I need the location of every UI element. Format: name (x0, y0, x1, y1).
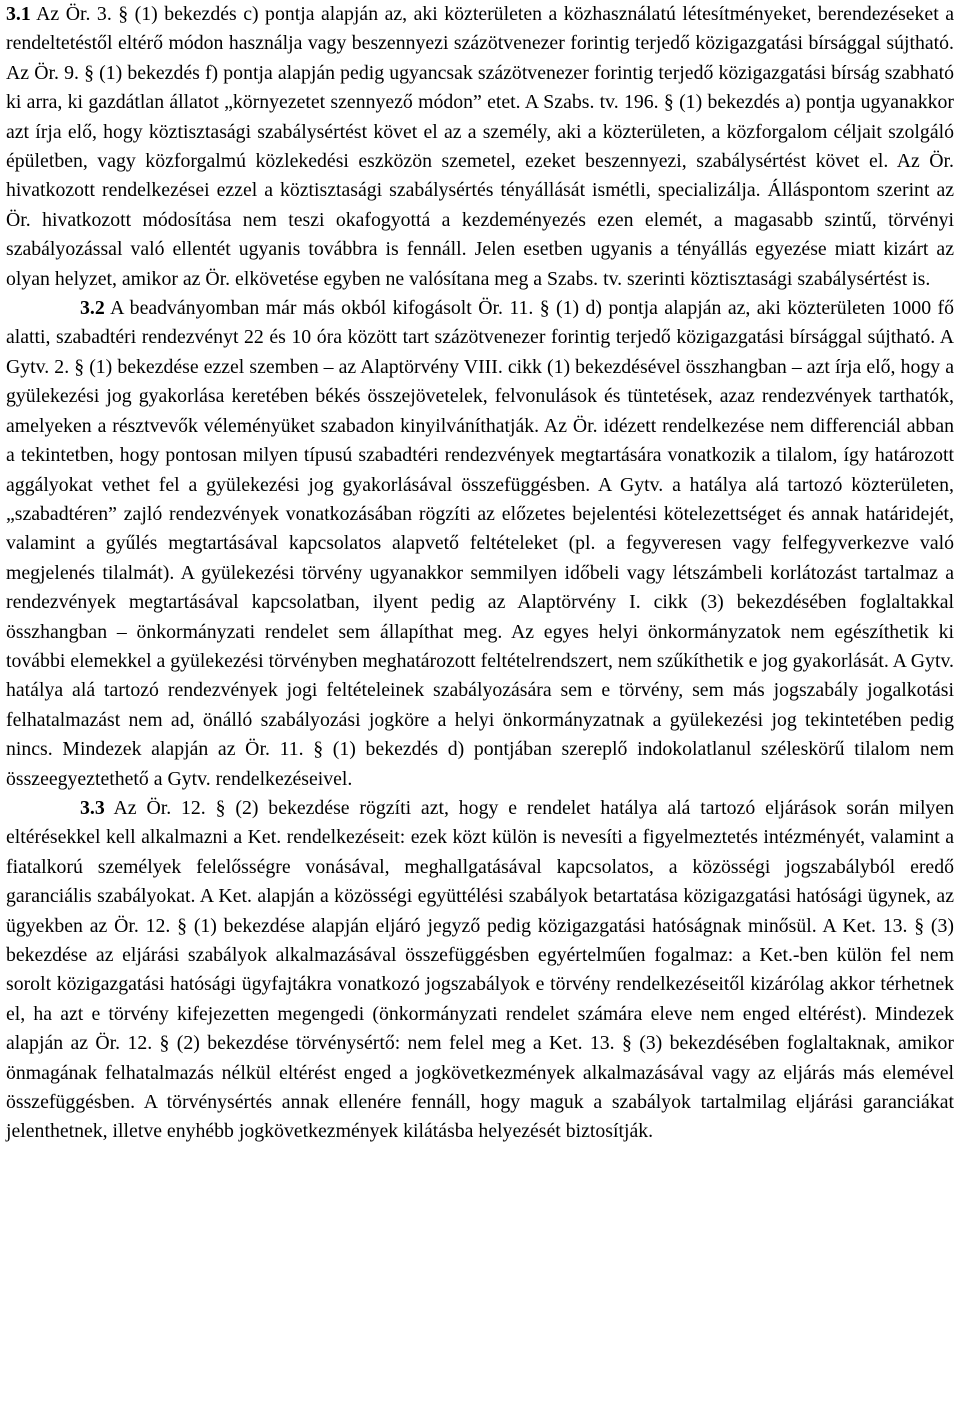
paragraph-text: Az Ör. 3. § (1) bekezdés c) pontja alapján az, aki közterületen a közhasználatú létesítményeket, berendezéseket a rendeltetéstől eltérő módon használja vagy beszennyezi százötvenezer forintig terjedő közigazgatási bírsággal sújtható. Az Ör. 9. § (1) bekezdés f) pontja alapján pedig ugyancsak százötvenezer forintig terjedő közigazgatási bírság szabható ki arra, ki gazdátlan állatot „környezetet szennyező módon” etet. A Szabs. tv. 196. § (1) bekezdés a) pontja ugyanakkor azt írja elő, hogy köztisztasági szabálysértést követ el az a személy, aki a közterületen, a közforgalom céljait szolgáló épületben, vagy közforgalmú közlekedési eszközön szemetel, ezeket beszennyezi, szabálysértést követ el. Az Ör. hivatkozott rendelkezései ezzel a köztisztasági szabálysértés tényállását ismétli, specializálja. Álláspontom szerint az Ör. hivatkozott módosítása nem teszi okafogyottá a kezdeményezés ezen elemét, a magasabb szintű, törvényi szabályozással való ellentét ugyanis továbbra is fennáll. Jelen esetben ugyanis a tényállás egyezése miatt kizárt az olyan helyzet, amikor az Ör. elkövetése egyben ne valósítana meg a Szabs. tv. szerinti köztisztasági szabálysértést is. (6, 3, 954, 290)
section-number: 3.1 (6, 3, 31, 25)
paragraph-3-1 (6, 0, 954, 294)
paragraph-text: Az Ör. 12. § (2) bekezdése rögzíti azt, hogy e rendelet hatálya alá tartozó eljárások során milyen eltérésekkel kell alkalmazni a Ket. rendelkezéseit: ezek közt külön is nevesíti a figyelmeztetés intézményét, valamint a fiatalkorú személyek felelősségre vonásával, meghallgatásával kapcsolatos, a közösségi jogszabályból eredő garanciális szabályokat. A Ket. alapján a közösségi együttélési szabályok betartatása közigazgatási hatósági ügynek, az ügyekben az Ör. 12. § (1) bekezdése alapján eljáró jegyző pedig közigazgatási hatóságnak minősül. A Ket. 13. § (3) bekezdése az eljárási szabályok alkalmazásával összefüggésben egyértelműen fogalmaz: a Ket.-ben külön fel nem sorolt közigazgatási hatósági ügyfajtákra vonatkozó jogszabályok e törvény rendelkezéseitől kizárólag akkor térhetnek el, ha azt e törvény kifejezetten megengedi (önkormányzati rendelet számára eleve nem enged eltérést). Mindezek alapján az Ör. 12. § (2) bekezdése törvénysértő: nem felel meg a Ket. 13. § (3) bekezdésében foglaltaknak, amikor önmagának felhatalmazás nélkül eltérést enged a jogkövetkezmények alkalmazásával vagy az eljárás más elemével összefüggésben. A törvénysértés annak ellenére fennáll, hogy maguk a szabályok tartalmilag eljárási garanciákat jelenthetnek, illetve enyhébb jogkövetkezmények kilátásba helyezését biztosítják. (6, 796, 954, 1143)
paragraph-3-2 (6, 294, 954, 794)
document-page (6, 0, 954, 1147)
paragraph-text: A beadványomban már más okból kifogásolt Ör. 11. § (1) d) pontja alapján az, aki közterületen 1000 fő alatti, szabadtéri rendezvényt 22 és 10 óra között tart százötvenezer forintig terjedő közigazgatási bírsággal sújtható. A Gytv. 2. § (1) bekezdése ezzel szemben – az Alaptörvény VIII. cikk (1) bekezdésével összhangban – azt írja elő, hogy a gyülekezési jog gyakorlása keretében békés összejövetelek, felvonulások és tüntetések, azaz rendezvények tarthatók, amelyeken a résztvevők véleményüket szabadon kinyilváníthatják. Az Ör. idézett rendelkezése nem differenciál abban a tekintetben, hogy pontosan milyen típusú szabadtéri rendezvények megtartására vonatkozik a tilalom, így határozott aggályokat vethet fel a gyülekezési jog gyakorlásával összefüggésben. A Gytv. a hatálya alá tartozó közterületen, „szabadtéren” zajló rendezvények vonatkozásában rögzíti az előzetes bejelentési kötelezettséget és annak határidejét, valamint a gyűlés megtartásával kapcsolatos alapvető feltételeket (pl. a fegyveresen vagy felfegyverkezve való megjelenés tilalmát). A gyülekezési törvény ugyanakkor semmilyen időbeli vagy létszámbeli korlátozást tartalmaz a rendezvények megtartásával kapcsolatban, ilyent pedig az Alaptörvény I. cikk (3) bekezdésében foglaltakkal összhangban – önkormányzati rendelet sem állapíthat meg. Az egyes helyi önkormányzatok nem egészíthetik ki további elemekkel a gyülekezési törvényben meghatározott feltételrendszert, nem szűkíthetik e jog gyakorlását. A Gytv. hatálya alá tartozó rendezvények jogi feltételeinek szabályozására sem e törvény, sem más jogszabály jogalkotási felhatalmazást nem ad, önálló szabályozási jogköre a helyi önkormányzatnak a gyülekezési jog tekintetében pedig nincs. Mindezek alapján az Ör. 11. § (1) bekezdés d) pontjában szereplő indokolatlanul széleskörű tilalom nem összeegyeztethető a Gytv. rendelkezéseivel. (6, 297, 954, 790)
section-number: 3.2 (80, 297, 105, 320)
paragraph-3-3 (6, 794, 954, 1147)
section-number: 3.3 (80, 796, 105, 819)
